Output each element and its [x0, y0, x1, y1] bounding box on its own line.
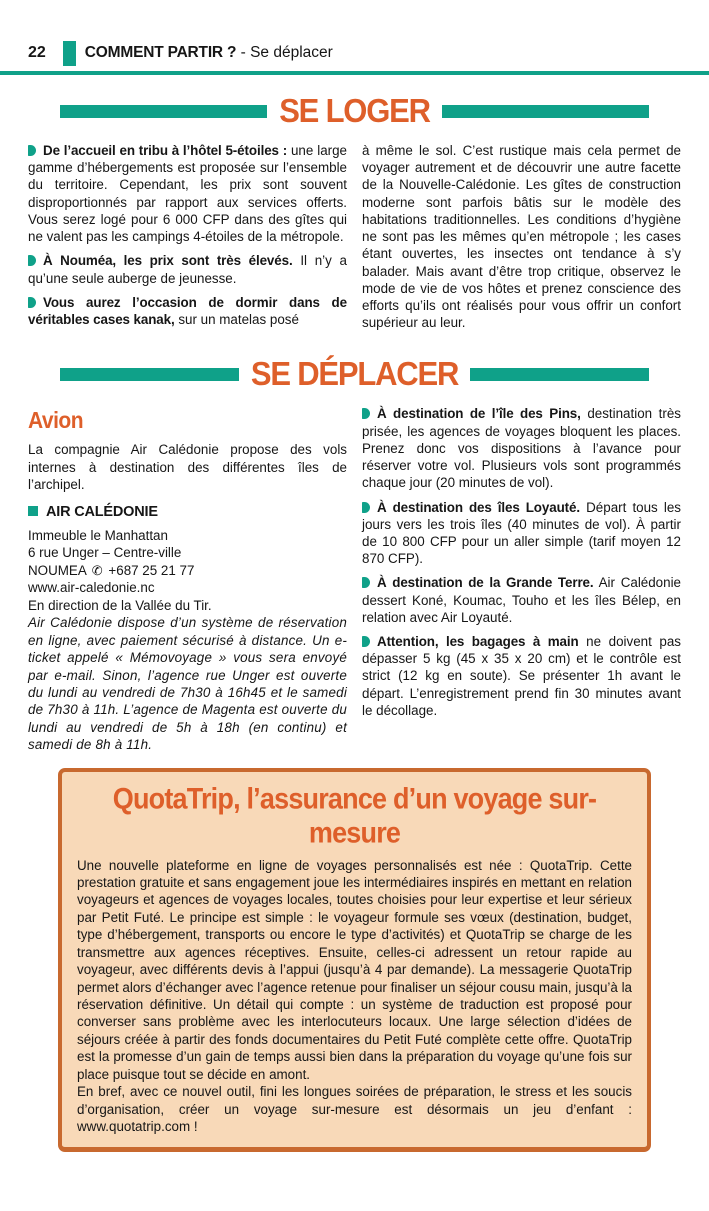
header-rule	[0, 71, 709, 75]
section-heading-se-deplacer	[60, 356, 649, 392]
paragraph-text: ne doivent pas dépasser 5 kg (45 x 35 x 20 cm) et le contrôle est strict (12 kg en soute). Se présenter 1h avant le départ. L’enregistrement prend fin 30 minutes avant le décollage.	[362, 634, 681, 718]
header-block-icon	[63, 41, 76, 66]
avion-intro: La compagnie Air Calédonie propose des vols internes à destination des différentes îles de l’archipel.	[28, 442, 347, 492]
header-title: COMMENT PARTIR ?	[84, 44, 237, 61]
paragraph-lead: Vous aurez l’occasion de dormir dans de véritables cases kanak,	[28, 294, 347, 327]
se-loger-columns	[28, 142, 681, 338]
running-header	[28, 40, 681, 66]
paragraph-text: destination très prisée, les agences de voyages bloquent les places. Prenez donc vos dispositions à l’avance pour réserver votre vol. Plusieurs vols sont programmés chaque jour (20 minutes de vol).	[362, 406, 681, 491]
paragraph-lead: À destination de l’île des Pins,	[377, 406, 581, 422]
quotatrip-paragraph-main: Une nouvelle plateforme en ligne de voyages personnalisés est née : QuotaTrip. Cette prestation gratuite et sans engagement joue les intermédiaires inspirés en mettant en relation voyageurs et agences de voyages locales, toutes choisies pour leur expertise et leur sérieux par Petit Futé. Le principe est simple : le voyageur formule ses vœux (destination, budget, type d’hébergement, transports ou encore le type d’activités) et QuotaTrip se charge de les transmettre aux agences réceptives. Ensuite, celles-ci adressent un retour rapide au voyageur, avec différents devis à l’appui (jusqu’à 4 par demande). La messagerie QuotaTrip permet alors d’échanger avec l’agence retenue pour finaliser un séjour cousu main, jusqu’à la réservation définitive. Un détail qui compte : un système de traduction est proposé pour converser sans problème avec les interlocuteurs locaux. Une large sélection d’idées de séjours créée à partir des fonds documentaires du Petit Futé complète cette offre. QuotaTrip est la promesse d’un gain de temps aussi bien dans la préparation du voyage qu’une fois sur place puisque tout se décide en amont.	[77, 857, 632, 1082]
listing-phone: +687 25 21 77	[108, 562, 195, 578]
page-number: 22	[28, 44, 46, 61]
se-deplacer-columns	[28, 405, 681, 753]
paragraph-accueil-tribu	[28, 142, 347, 245]
heading-bar-left	[60, 105, 267, 118]
quotatrip-box-title: QuotaTrip, l’assurance d’un voyage sur-mesure	[112, 781, 597, 849]
heading-bar-right	[470, 368, 649, 381]
se-deplacer-left-column	[28, 405, 347, 753]
square-bullet-icon	[28, 506, 38, 516]
paragraph-noumea-prix	[28, 252, 347, 286]
paragraph-grande-terre	[362, 574, 681, 626]
bullet-icon	[362, 408, 370, 419]
section-heading-se-loger	[60, 93, 649, 129]
header-subtitle: - Se déplacer	[236, 44, 333, 61]
listing-direction: En direction de la Vallée du Tir.	[28, 597, 212, 613]
bullet-icon	[28, 255, 36, 266]
paragraph-continuation: à même le sol. C’est rustique mais cela permet de voyager autrement et de découvrir une autre facette de la Nouvelle-Calédonie. Les gîtes de construction moderne sont parfois bâtis sur le modèle des habitations traditionnelles. Les conditions d’hygiène ne sont pas les mêmes qu’en métropole ; les cases étant ouvertes, les insectes ont tendance à s’y balader. Mais avant d’être trop critique, observez le mode de vie de vos hôtes et prenez conscience des efforts qu’ils ont réalisés pour vous offrir un confort supérieur au leur.	[362, 143, 681, 331]
listing-building: Immeuble le Manhattan	[28, 527, 168, 543]
listing-phone-row	[28, 562, 347, 580]
se-deplacer-right-column	[362, 405, 681, 753]
air-caledonie-listing	[28, 503, 347, 754]
paragraph-text: Départ tous les jours vers les trois îles (40 minutes de vol). À partir de 10 800 CFP pour un aller simple (tarif moyen 12 870 CFP).	[362, 499, 682, 567]
listing-name-row	[28, 503, 347, 522]
bullet-icon	[28, 297, 36, 308]
paragraph-text: sur un matelas posé	[178, 311, 299, 327]
paragraph-bagages	[362, 633, 681, 719]
listing-city: NOUMEA	[28, 562, 87, 578]
phone-icon: ✆	[91, 562, 103, 578]
se-loger-title: SE LOGER	[279, 91, 430, 130]
bullet-icon	[362, 636, 370, 647]
se-loger-left-column	[28, 142, 347, 338]
paragraph-text: Air Calédonie dessert Koné, Koumac, Touho et les îles Bélep, en relation avec Air Loyauté.	[362, 575, 681, 625]
paragraph-text: une large gamme d’hébergements est proposée sur l’ensemble du territoire. Cependant, les prix sont souvent disproportionnés par rapport aux services offerts. Vous serez logé pour 6 000 CFP dans des gîtes qui ne valent pas les campings 4-étoiles de la métropole.	[28, 143, 347, 245]
listing-website: www.air-caledonie.nc	[28, 580, 155, 596]
paragraph-lead: À destination de la Grande Terre.	[377, 575, 594, 591]
se-deplacer-title: SE DÉPLACER	[250, 354, 459, 393]
header-title-group	[85, 44, 333, 62]
paragraph-text: Il n’y a qu’une seule auberge de jeunesse.	[28, 253, 347, 286]
listing-street: 6 rue Unger – Centre-ville	[28, 545, 182, 561]
paragraph-iles-loyaute	[362, 499, 681, 568]
quotatrip-box	[58, 768, 651, 1153]
se-loger-right-column	[362, 142, 681, 338]
paragraph-lead: De l’accueil en tribu à l’hôtel 5-étoiles :	[43, 143, 288, 158]
bullet-icon	[28, 145, 36, 156]
bullet-icon	[362, 502, 370, 513]
paragraph-cases-kanak	[28, 294, 347, 328]
paragraph-ile-des-pins	[362, 405, 681, 491]
avion-subheading: Avion	[28, 408, 84, 434]
paragraph-lead: À destination des îles Loyauté.	[377, 499, 580, 515]
bullet-icon	[362, 577, 370, 588]
paragraph-lead: À Nouméa, les prix sont très élevés.	[43, 253, 293, 269]
heading-bar-right	[442, 105, 649, 118]
heading-bar-left	[60, 368, 239, 381]
listing-note: Air Calédonie dispose d’un système de réservation en ligne, avec paiement sécurisé à distance. Un e-ticket appelé « Mémovoyage » vous sera envoyé par e-mail. Sinon, l’agence rue Unger est ouverte du lundi au vendredi de 7h30 à 16h45 et le samedi de 7h30 à 11h. L’agence de Magenta est ouverte du lundi au vendredi de 5h à 18h (en continu) et samedi de 8h à 11h.	[28, 615, 347, 753]
quotatrip-paragraph-closing: En bref, avec ce nouvel outil, fini les longues soirées de préparation, le stress et les soucis d’organisation, créer un voyage sur-mesure est désormais un jeu d’enfant : www.quotatrip.com !	[77, 1084, 632, 1134]
paragraph-lead: Attention, les bagages à main	[377, 634, 579, 650]
listing-name: AIR CALÉDONIE	[46, 504, 158, 521]
